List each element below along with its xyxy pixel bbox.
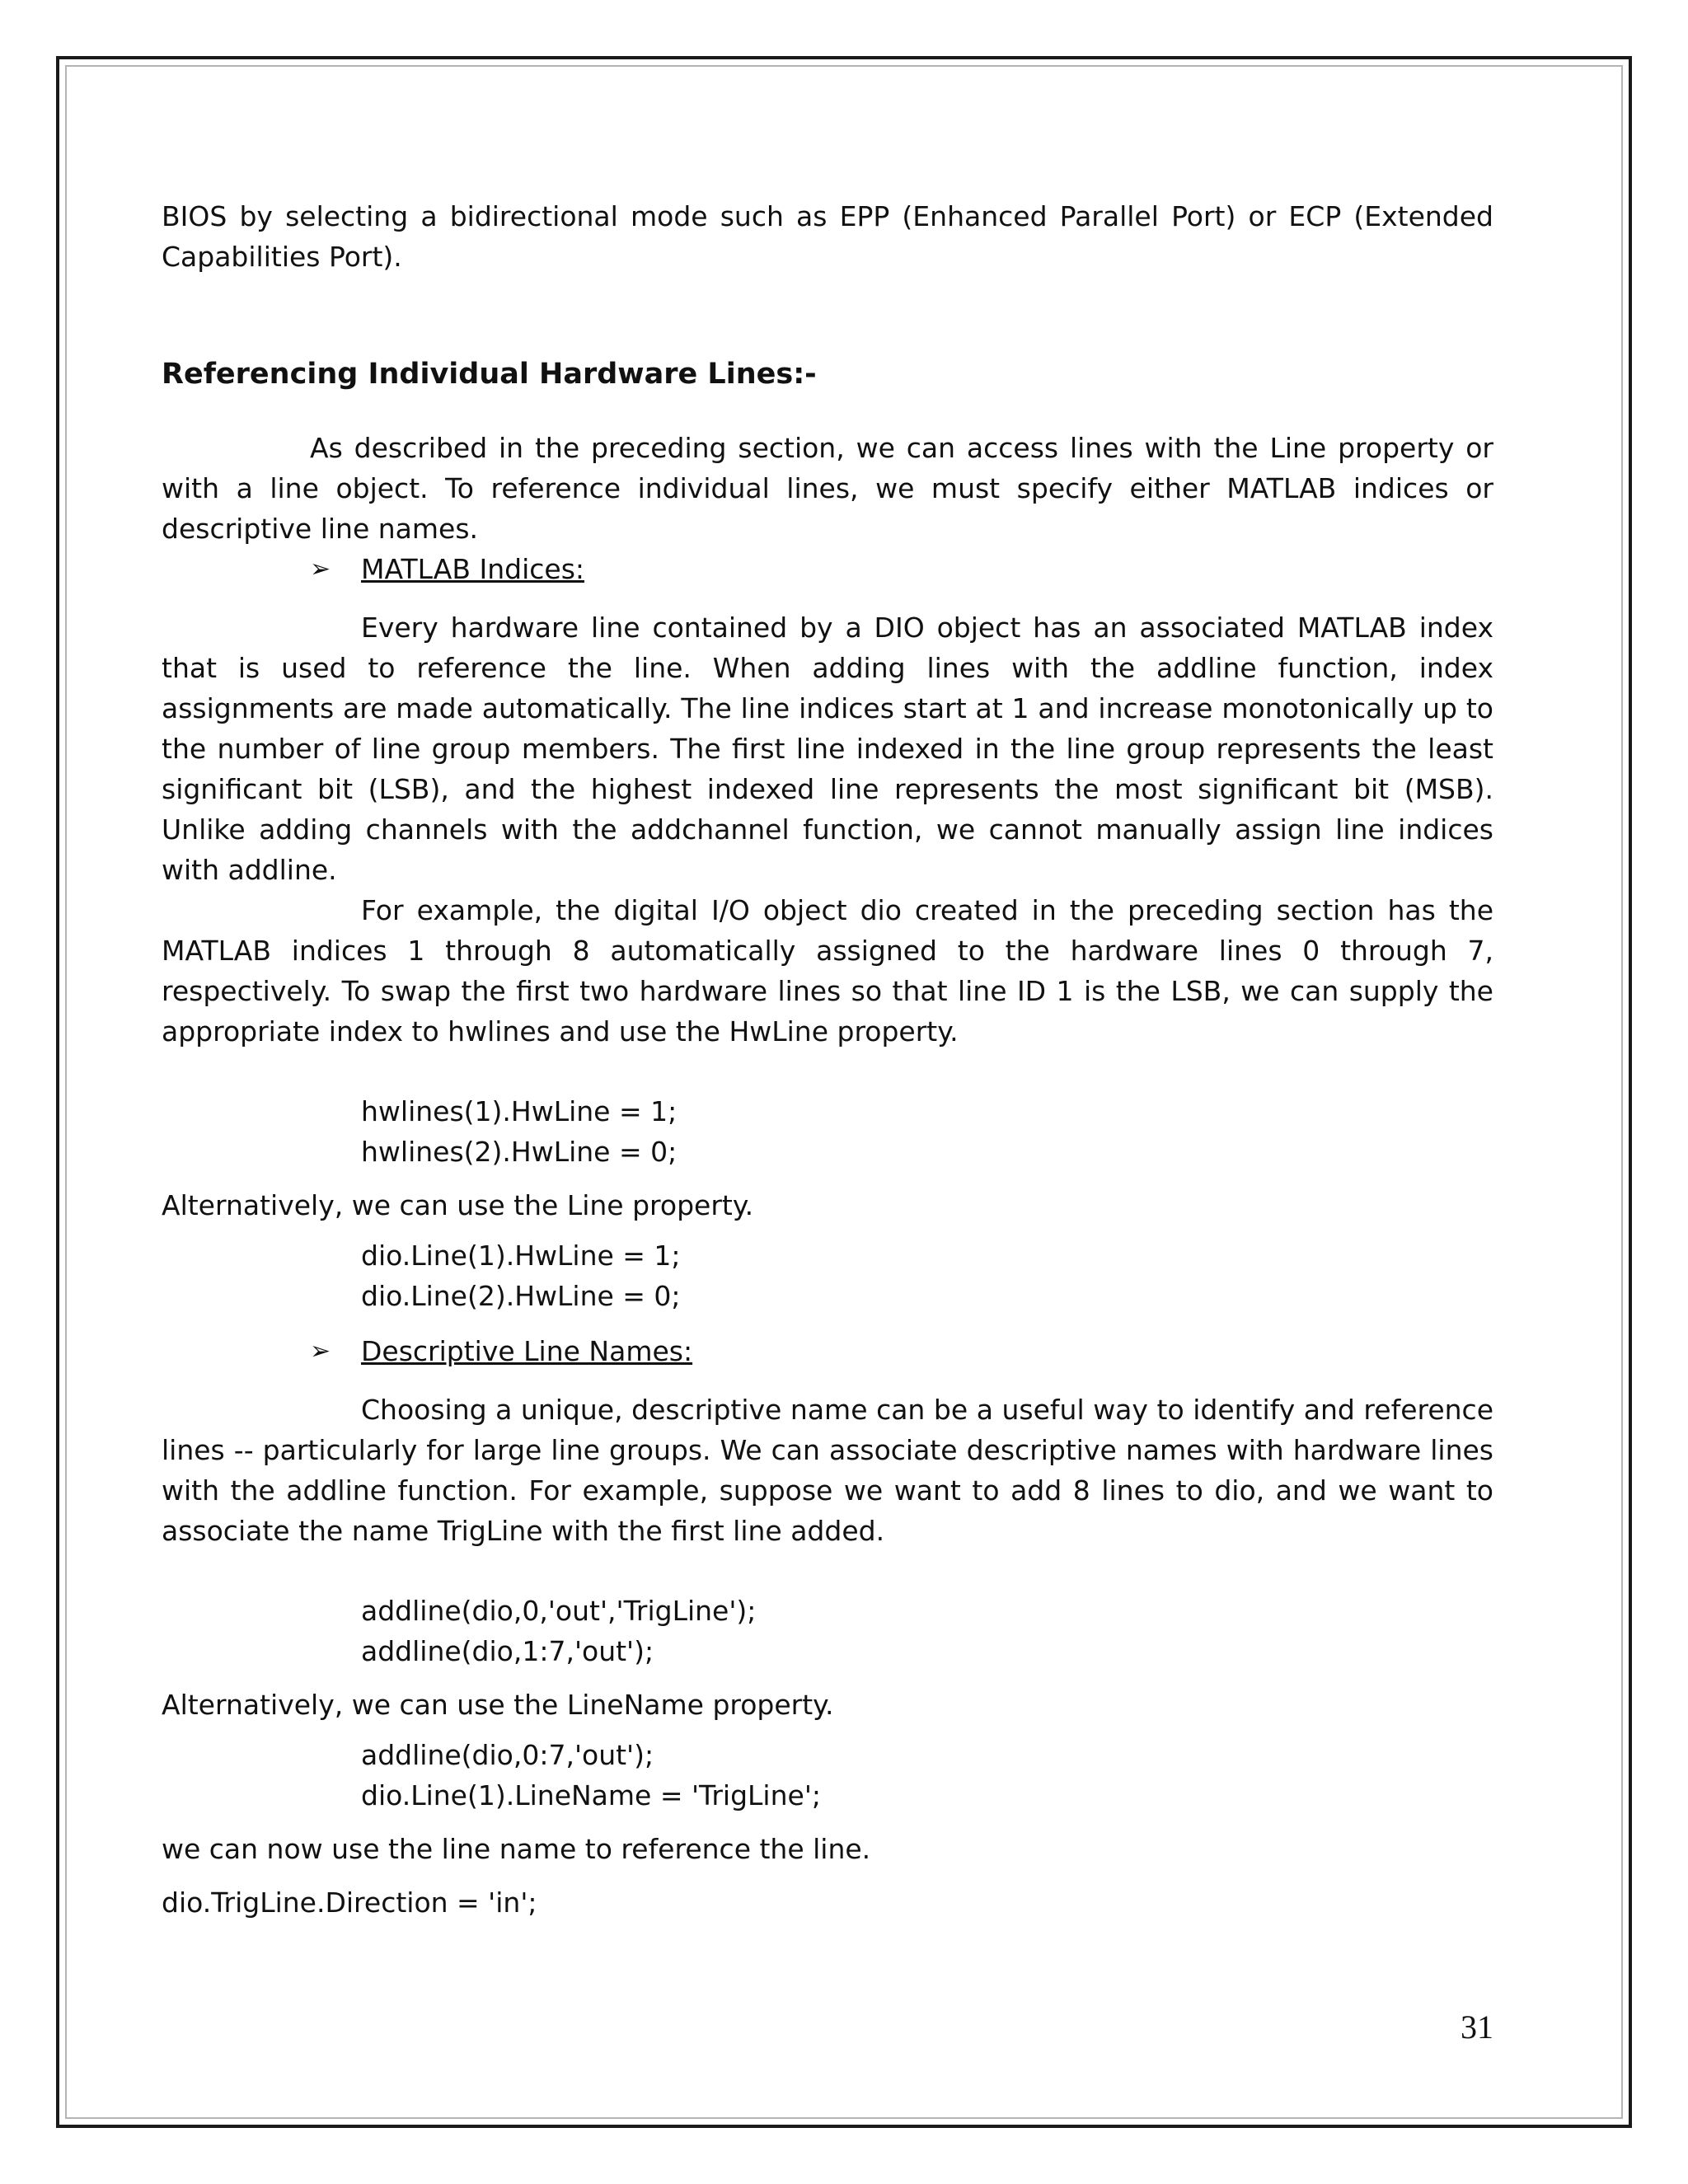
descriptive-names-title: Descriptive Line Names: xyxy=(361,1335,693,1367)
section-heading: Referencing Individual Hardware Lines:- xyxy=(162,358,817,391)
descriptive-names-paragraph: Choosing a unique, descriptive name can be a useful way to identify and reference lines -- particularly for large line groups. We can associate descriptive names with hardware lines with the addline function. For example, suppose we want to add 8 lines to dio, and we want to associate the name TrigLine with the first line added. xyxy=(162,1394,1493,1547)
code-line: dio.Line(2).HwLine = 0; xyxy=(361,1280,681,1312)
code-line: addline(dio,0,'out','TrigLine'); xyxy=(361,1595,757,1627)
bullet-matlab-indices xyxy=(310,549,1493,589)
matlab-indices-paragraph: Every hardware line contained by a DIO object has an associated MATLAB index that is used to reference the line. When adding lines with the addline function, index assignments are made automatically. The line indices start at 1 and increase monotonically up to the number of line group members. The first line indexed in the line group represents the least significant bit (LSB), and the highest indexed line represents the most significant bit (MSB). Unlike adding channels with the addchannel function, we cannot manually assign line indices with addline. xyxy=(162,612,1493,886)
arrow-bullet-icon: ➢ xyxy=(310,555,331,583)
code-line: addline(dio,1:7,'out'); xyxy=(361,1635,654,1667)
matlab-example-paragraph: For example, the digital I/O object dio created in the preceding section has the MATLAB indices 1 through 8 automatically assigned to the hardware lines 0 through 7, respectively. To swap the first two hardware lines so that line ID 1 is the LSB, we can supply the appropriate index to hwlines and use the HwLine property. xyxy=(162,894,1493,1047)
code-line-direction: dio.TrigLine.Direction = 'in'; xyxy=(162,1886,537,1919)
alternative-line-property: Alternatively, we can use the Line property. xyxy=(162,1189,754,1221)
bullet-descriptive-names xyxy=(310,1331,1493,1371)
line-name-note: we can now use the line name to reference the line. xyxy=(162,1833,871,1865)
code-block-addline xyxy=(361,1591,1493,1671)
matlab-indices-title: MATLAB Indices: xyxy=(361,553,585,585)
intro-body-paragraph: As described in the preceding section, we can access lines with the Line property or with a line object. To reference individual lines, we must specify either MATLAB indices or descriptive line names. xyxy=(162,432,1493,545)
alternative-linename-property: Alternatively, we can use the LineName property. xyxy=(162,1689,834,1721)
code-block-hwlines xyxy=(361,1091,1493,1172)
code-block-linename xyxy=(361,1735,1493,1816)
arrow-bullet-icon: ➢ xyxy=(310,1337,331,1366)
code-line: dio.Line(1).LineName = 'TrigLine'; xyxy=(361,1779,822,1811)
page-number: 31 xyxy=(1461,2008,1493,2046)
code-line: dio.Line(1).HwLine = 1; xyxy=(361,1240,681,1272)
code-block-dio-line xyxy=(361,1235,1493,1316)
code-line: hwlines(1).HwLine = 1; xyxy=(361,1095,678,1127)
document-body xyxy=(162,196,1493,1923)
intro-paragraph: BIOS by selecting a bidirectional mode such as EPP (Enhanced Parallel Port) or ECP (Extended Capabilities Port). xyxy=(162,200,1493,273)
code-line: hwlines(2).HwLine = 0; xyxy=(361,1136,678,1168)
code-line: addline(dio,0:7,'out'); xyxy=(361,1739,654,1771)
